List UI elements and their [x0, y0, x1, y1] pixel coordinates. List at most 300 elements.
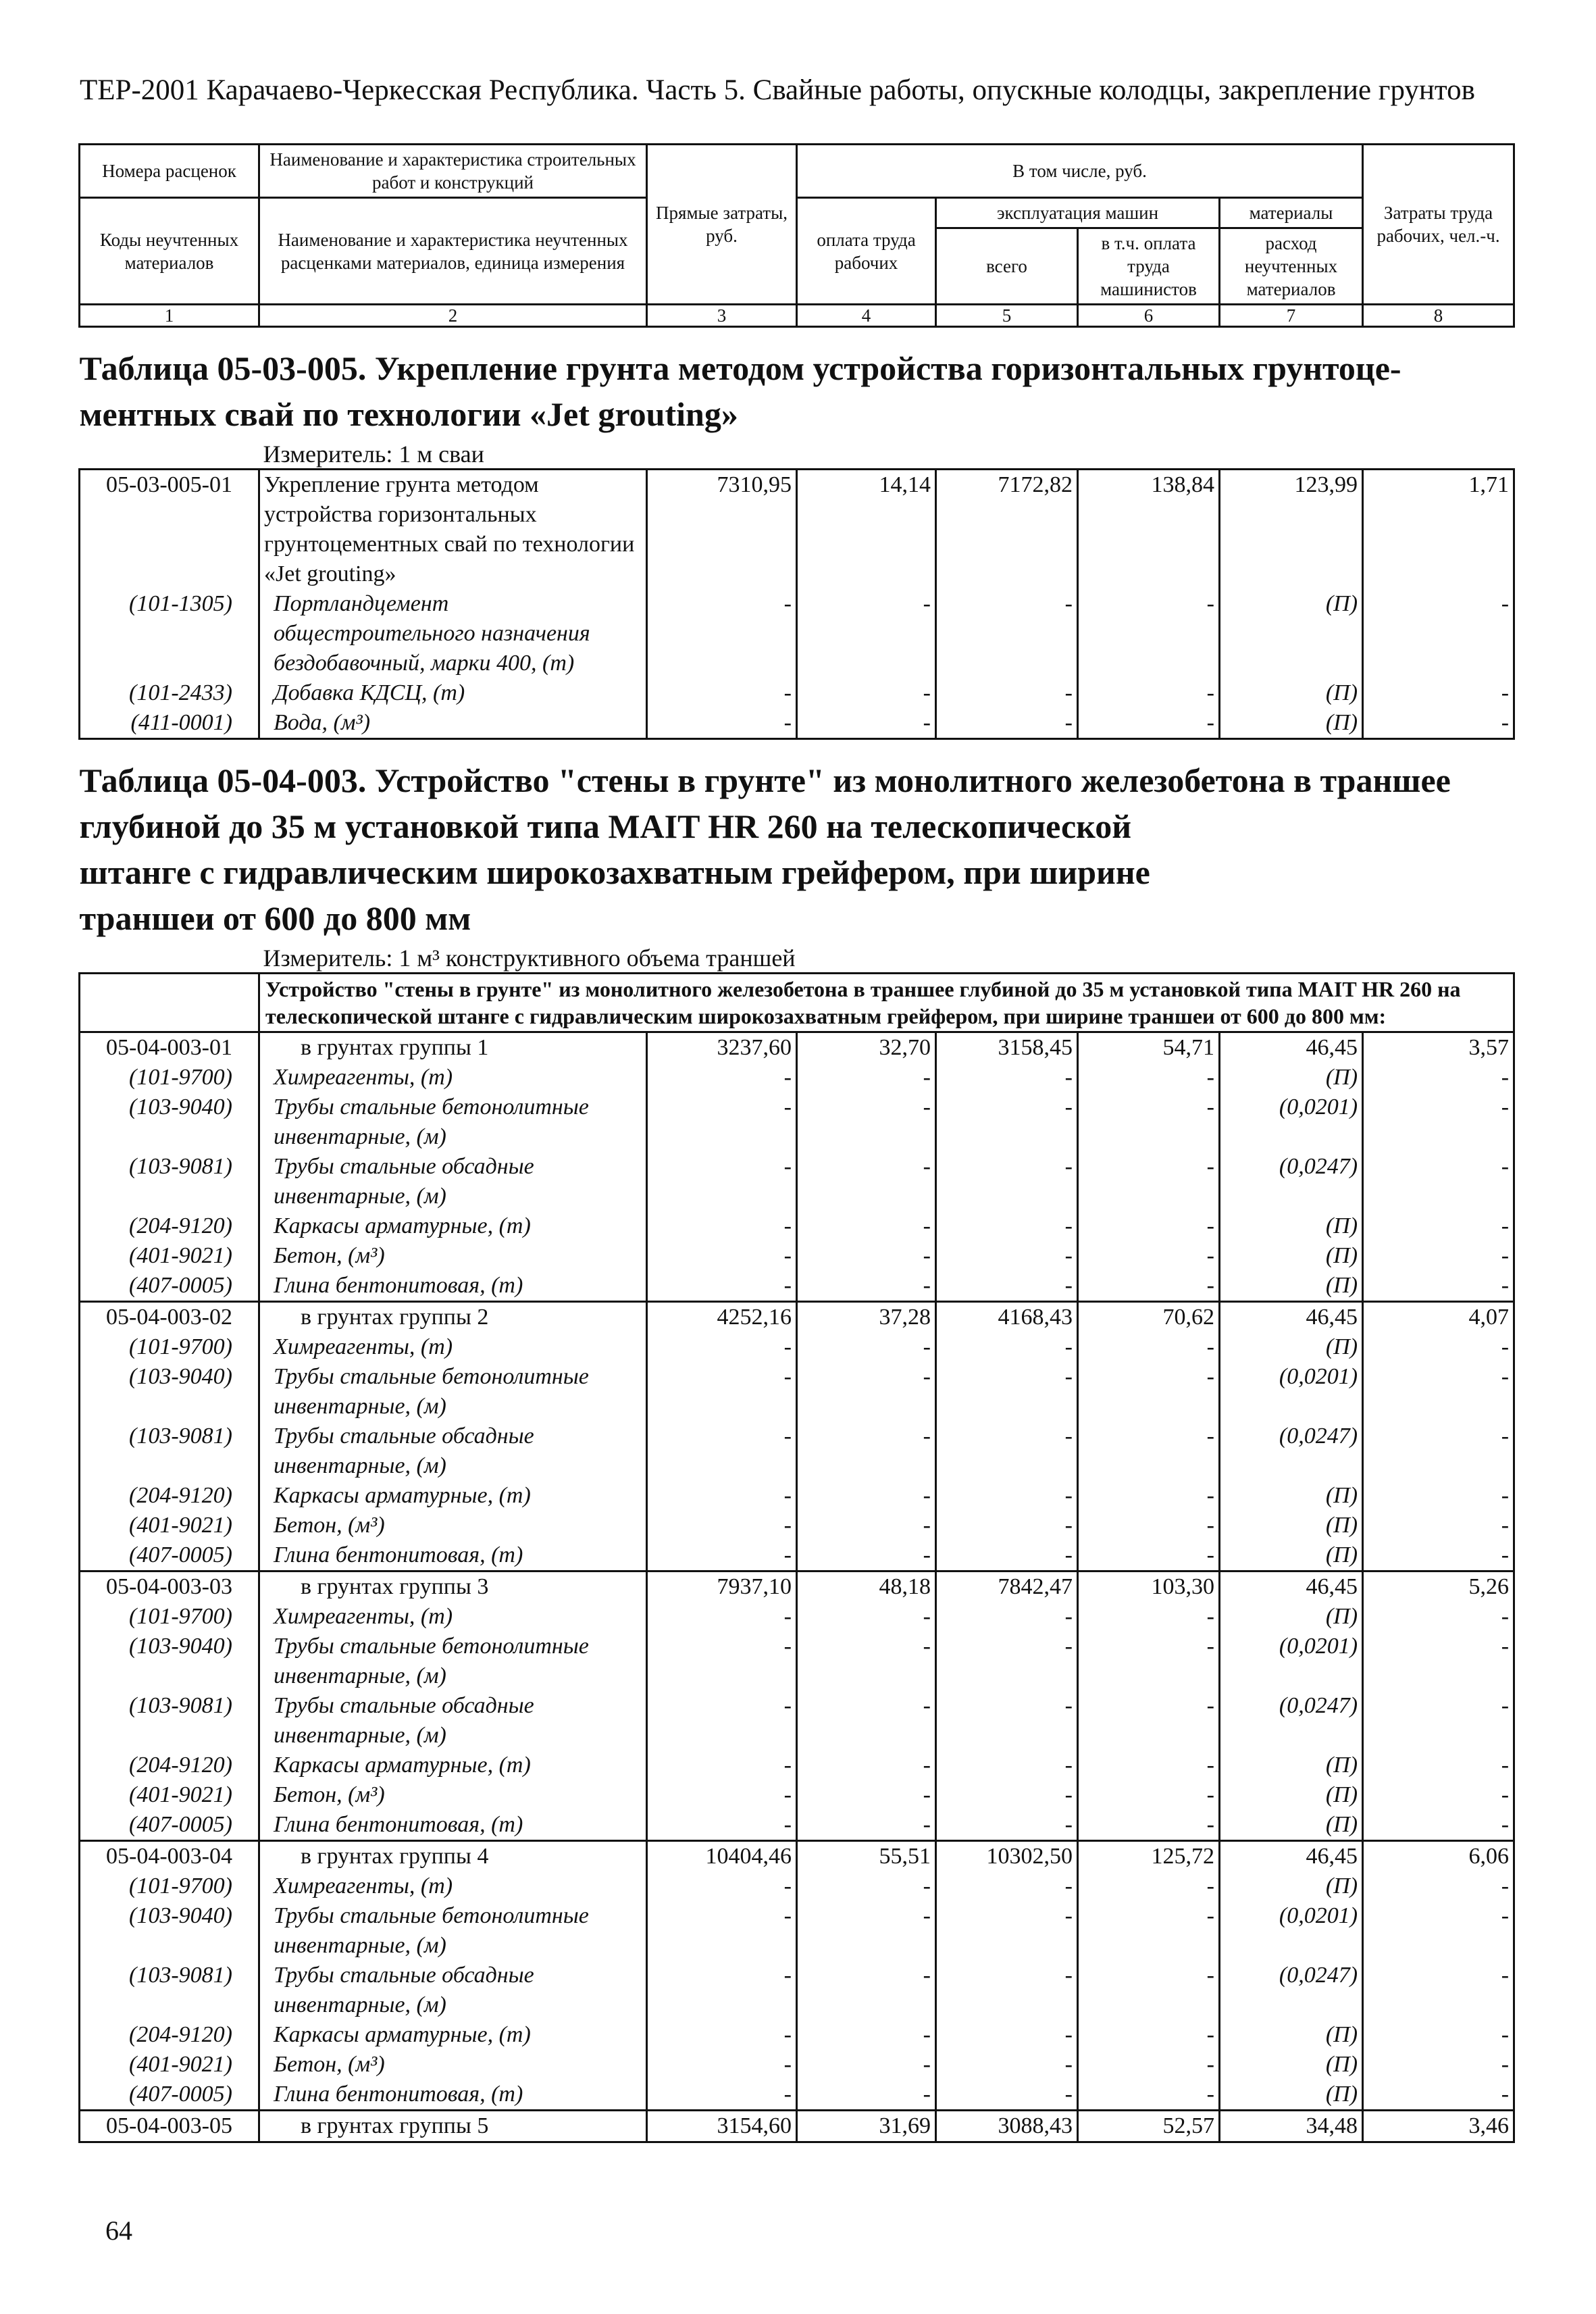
material-code: (101-9700) — [80, 1332, 259, 1362]
table-row — [80, 756, 1514, 802]
cell-machinists: - — [1078, 1810, 1220, 1841]
material-code: (103-9081) — [80, 1691, 259, 1751]
header-machine-operation: эксплуатация машин — [936, 198, 1220, 228]
material-name: Бетон, (м³) — [259, 1780, 647, 1810]
cell-hours: - — [1363, 1602, 1514, 1632]
material-name: Каркасы арматурные, (т) — [259, 1751, 647, 1780]
cell-labor: - — [797, 1602, 936, 1632]
table-row — [80, 1302, 1514, 1333]
cell-machines: - — [936, 2080, 1078, 2111]
table-title: ментных свай по технологии «Jet grouting» — [79, 395, 738, 433]
cell-hours: - — [1363, 2050, 1514, 2080]
header-materials: материалы — [1220, 198, 1363, 228]
material-name: Химреагенты, (т) — [259, 1332, 647, 1362]
rate-code: 05-04-003-04 — [80, 1841, 259, 1872]
cell-materials: 123,99 — [1220, 470, 1363, 590]
rate-name: в грунтах группы 4 — [259, 1841, 647, 1872]
header-rate-numbers: Номера расценок — [80, 145, 259, 198]
cell-materials: (П) — [1220, 1511, 1363, 1540]
cell-materials: (П) — [1220, 2050, 1363, 2080]
header-labor-costs: Затраты труда рабочих, чел.-ч. — [1363, 145, 1514, 305]
cell-machinists: 125,72 — [1078, 1841, 1220, 1872]
table-row — [80, 2080, 1514, 2111]
cell-materials: (П) — [1220, 1602, 1363, 1632]
cell-hours: - — [1363, 1632, 1514, 1691]
table-row — [80, 940, 1514, 974]
cell-materials: (П) — [1220, 589, 1363, 678]
table-row — [80, 708, 1514, 739]
table-header — [80, 145, 1514, 327]
cell-machinists: - — [1078, 1211, 1220, 1241]
table-row — [80, 1780, 1514, 1810]
cell-direct: - — [647, 1632, 797, 1691]
cell-labor: - — [797, 1332, 936, 1362]
cell-direct: - — [647, 1871, 797, 1901]
cell-machinists: - — [1078, 1063, 1220, 1092]
header-including: В том числе, руб. — [797, 145, 1363, 198]
cell-machinists: - — [1078, 1691, 1220, 1751]
cell-direct: - — [647, 1961, 797, 2020]
table-row — [80, 1571, 1514, 1603]
table-measure: Измеритель: 1 м³ конструктивного объема траншей — [80, 940, 1514, 974]
rate-name: Укрепление грунта методом устройства горизонтальных грунтоцементных свай по технологии «Jet grouting» — [259, 470, 647, 590]
cell-labor: - — [797, 1422, 936, 1481]
cell-materials: (П) — [1220, 1481, 1363, 1511]
cell-direct: - — [647, 1810, 797, 1841]
material-code: (103-9081) — [80, 1961, 259, 2020]
table-row — [80, 1810, 1514, 1841]
rate-code: (101-2433) — [80, 678, 259, 708]
material-code: (401-9021) — [80, 1780, 259, 1810]
cell-machines: - — [936, 1481, 1078, 1511]
header-direct-costs: Прямые затраты, руб. — [647, 145, 797, 305]
cell-direct: - — [647, 1422, 797, 1481]
cell-labor: - — [797, 2050, 936, 2080]
material-name: Глина бентонитовая, (т) — [259, 2080, 647, 2111]
material-name: Трубы стальные обсадные инвентарные, (м) — [259, 1422, 647, 1481]
norms-table — [78, 143, 1515, 2143]
header-unaccounted-codes: Коды неучтенных материалов — [80, 198, 259, 305]
table-row — [80, 344, 1514, 390]
material-code: (401-9021) — [80, 1511, 259, 1540]
table-row — [80, 848, 1514, 894]
rate-name: Портландцемент общестроительного назначения бездобавочный, марки 400, (т) — [259, 589, 647, 678]
cell-machines: 3088,43 — [936, 2111, 1078, 2142]
material-name: Бетон, (м³) — [259, 1241, 647, 1271]
material-name: Трубы стальные обсадные инвентарные, (м) — [259, 1691, 647, 1751]
cell-materials: (П) — [1220, 1241, 1363, 1271]
cell-machines: - — [936, 1602, 1078, 1632]
cell-machinists: - — [1078, 1602, 1220, 1632]
cell-machinists: 52,57 — [1078, 2111, 1220, 2142]
table-row — [80, 1271, 1514, 1302]
table-title: траншеи от 600 до 800 мм — [79, 899, 471, 937]
column-number: 8 — [1363, 305, 1514, 327]
cell-materials: (П) — [1220, 1810, 1363, 1841]
cell-machinists: - — [1078, 1901, 1220, 1961]
table-row — [80, 1602, 1514, 1632]
table-row — [80, 2050, 1514, 2080]
cell-direct: - — [647, 1780, 797, 1810]
rate-name: Добавка КДСЦ, (т) — [259, 678, 647, 708]
rate-name: в грунтах группы 1 — [259, 1032, 647, 1063]
cell-machines: - — [936, 1092, 1078, 1152]
cell-hours: - — [1363, 1271, 1514, 1302]
cell-machinists: - — [1078, 1632, 1220, 1691]
cell-hours: - — [1363, 1810, 1514, 1841]
cell-direct: 4252,16 — [647, 1302, 797, 1333]
cell-hours: - — [1363, 1901, 1514, 1961]
cell-labor: - — [797, 1063, 936, 1092]
cell-materials: (0,0201) — [1220, 1901, 1363, 1961]
table-row — [80, 1751, 1514, 1780]
cell-labor: 32,70 — [797, 1032, 936, 1063]
cell-machines: - — [936, 2050, 1078, 2080]
cell-hours: - — [1363, 1540, 1514, 1571]
table-row — [80, 802, 1514, 848]
rate-code: 05-04-003-03 — [80, 1571, 259, 1603]
cell-machines: - — [936, 1241, 1078, 1271]
cell-machinists: - — [1078, 1241, 1220, 1271]
column-number: 4 — [797, 305, 936, 327]
section-gap — [80, 739, 1514, 757]
cell-materials: 46,45 — [1220, 1571, 1363, 1603]
table-row — [80, 1481, 1514, 1511]
cell-direct: - — [647, 1211, 797, 1241]
cell-hours: - — [1363, 1362, 1514, 1422]
material-code: (103-9040) — [80, 1901, 259, 1961]
cell-labor: - — [797, 1241, 936, 1271]
table-row — [80, 1211, 1514, 1241]
cell-machines: - — [936, 678, 1078, 708]
material-name: Бетон, (м³) — [259, 2050, 647, 2080]
rate-name: в грунтах группы 3 — [259, 1571, 647, 1603]
cell-labor: - — [797, 1211, 936, 1241]
cell-machinists: 54,71 — [1078, 1032, 1220, 1063]
rate-name: в грунтах группы 2 — [259, 1302, 647, 1333]
cell-hours: - — [1363, 1152, 1514, 1211]
cell-materials: (0,0201) — [1220, 1092, 1363, 1152]
cell-machinists: - — [1078, 2080, 1220, 2111]
cell-labor: - — [797, 1481, 936, 1511]
cell-direct: - — [647, 1241, 797, 1271]
cell-machines: - — [936, 1871, 1078, 1901]
material-code: (407-0005) — [80, 1810, 259, 1841]
table-measure: Измеритель: 1 м сваи — [80, 436, 1514, 470]
cell-hours: - — [1363, 1241, 1514, 1271]
table-row — [80, 470, 1514, 590]
cell-machines: - — [936, 1152, 1078, 1211]
cell-direct: - — [647, 2080, 797, 2111]
cell-hours: - — [1363, 708, 1514, 739]
rate-code: 05-04-003-05 — [80, 2111, 259, 2142]
column-number: 5 — [936, 305, 1078, 327]
material-name: Трубы стальные бетонолитные инвентарные, (м) — [259, 1362, 647, 1422]
cell-materials: (П) — [1220, 2080, 1363, 2111]
cell-direct: - — [647, 1602, 797, 1632]
cell-machines: - — [936, 1540, 1078, 1571]
cell-hours: - — [1363, 1511, 1514, 1540]
cell-machines: - — [936, 1362, 1078, 1422]
cell-machinists: - — [1078, 1961, 1220, 2020]
cell-materials: (П) — [1220, 1332, 1363, 1362]
rate-code: (101-1305) — [80, 589, 259, 678]
cell-machines: - — [936, 1901, 1078, 1961]
table-row — [80, 1152, 1514, 1211]
material-name: Трубы стальные бетонолитные инвентарные, (м) — [259, 1901, 647, 1961]
cell-direct: 3154,60 — [647, 2111, 797, 2142]
cell-machines: - — [936, 1691, 1078, 1751]
column-number: 6 — [1078, 305, 1220, 327]
page-header: ТЕР-2001 Карачаево-Черкесская Республика. Часть 5. Свайные работы, опускные колодцы, закрепление грунтов — [80, 74, 1475, 106]
cell-machinists: - — [1078, 1271, 1220, 1302]
cell-direct: - — [647, 1691, 797, 1751]
cell-labor: - — [797, 1751, 936, 1780]
cell-hours: - — [1363, 1751, 1514, 1780]
cell-hours: - — [1363, 1780, 1514, 1810]
cell-machines: 3158,45 — [936, 1032, 1078, 1063]
table-row — [80, 974, 1514, 1032]
cell-materials: (П) — [1220, 1063, 1363, 1092]
cell-labor: 14,14 — [797, 470, 936, 590]
cell-machinists: - — [1078, 678, 1220, 708]
cell-materials: (П) — [1220, 1211, 1363, 1241]
table-row — [80, 678, 1514, 708]
cell-machines: - — [936, 589, 1078, 678]
column-number: 7 — [1220, 305, 1363, 327]
cell-materials: (П) — [1220, 1751, 1363, 1780]
table-row — [80, 2111, 1514, 2142]
material-code: (204-9120) — [80, 2020, 259, 2050]
cell-hours: 3,57 — [1363, 1032, 1514, 1063]
rate-code: 05-04-003-01 — [80, 1032, 259, 1063]
cell-machines: - — [936, 708, 1078, 739]
cell-hours: 1,71 — [1363, 470, 1514, 590]
table-row — [80, 327, 1514, 345]
table-row — [80, 1332, 1514, 1362]
cell-materials: (0,0247) — [1220, 1961, 1363, 2020]
cell-direct: - — [647, 1332, 797, 1362]
column-number: 1 — [80, 305, 259, 327]
cell-hours: - — [1363, 1063, 1514, 1092]
cell-machines: - — [936, 1632, 1078, 1691]
cell-machines: - — [936, 1422, 1078, 1481]
cell-direct: - — [647, 708, 797, 739]
cell-direct: 7310,95 — [647, 470, 797, 590]
table-row — [80, 1901, 1514, 1961]
cell-machines: - — [936, 1211, 1078, 1241]
cell-labor: - — [797, 1871, 936, 1901]
cell-labor: - — [797, 678, 936, 708]
group-label-blank — [80, 974, 259, 1032]
table-title: глубиной до 35 м установкой типа MAIT HR 260 на телескопической — [79, 807, 1132, 845]
table-row — [80, 894, 1514, 940]
cell-materials: (0,0247) — [1220, 1422, 1363, 1481]
cell-machinists: - — [1078, 708, 1220, 739]
material-name: Глина бентонитовая, (т) — [259, 1271, 647, 1302]
cell-machinists: - — [1078, 1511, 1220, 1540]
material-code: (204-9120) — [80, 1751, 259, 1780]
material-code: (103-9081) — [80, 1422, 259, 1481]
cell-hours: - — [1363, 1211, 1514, 1241]
rate-code: 05-04-003-02 — [80, 1302, 259, 1333]
material-code: (103-9040) — [80, 1092, 259, 1152]
cell-materials: (0,0247) — [1220, 1691, 1363, 1751]
cell-direct: - — [647, 2050, 797, 2080]
table-row — [80, 1961, 1514, 2020]
cell-labor: - — [797, 1271, 936, 1302]
table-row — [80, 1092, 1514, 1152]
cell-materials: (П) — [1220, 2020, 1363, 2050]
cell-direct: - — [647, 1152, 797, 1211]
header-material-consumption: расход неучтенных материалов — [1220, 228, 1363, 305]
cell-direct: - — [647, 1751, 797, 1780]
cell-direct: - — [647, 589, 797, 678]
rate-name: Вода, (м³) — [259, 708, 647, 739]
material-code: (407-0005) — [80, 1271, 259, 1302]
material-code: (101-9700) — [80, 1063, 259, 1092]
cell-direct: - — [647, 2020, 797, 2050]
cell-machines: - — [936, 1511, 1078, 1540]
material-code: (103-9040) — [80, 1632, 259, 1691]
table-title: штанге с гидравлическим широкозахватным грейфером, при ширине — [79, 853, 1150, 891]
cell-machinists: - — [1078, 1152, 1220, 1211]
material-code: (407-0005) — [80, 1540, 259, 1571]
cell-machinists: - — [1078, 1751, 1220, 1780]
material-name: Химреагенты, (т) — [259, 1602, 647, 1632]
cell-machinists: - — [1078, 1092, 1220, 1152]
table-row — [80, 390, 1514, 436]
cell-machinists: - — [1078, 1422, 1220, 1481]
material-name: Химреагенты, (т) — [259, 1871, 647, 1901]
cell-machinists: - — [1078, 2020, 1220, 2050]
material-code: (101-9700) — [80, 1871, 259, 1901]
cell-direct: 3237,60 — [647, 1032, 797, 1063]
cell-machines: - — [936, 1332, 1078, 1362]
cell-hours: - — [1363, 1481, 1514, 1511]
cell-direct: - — [647, 1901, 797, 1961]
cell-machines: - — [936, 1271, 1078, 1302]
cell-labor: - — [797, 1632, 936, 1691]
cell-materials: 46,45 — [1220, 1032, 1363, 1063]
cell-hours: 6,06 — [1363, 1841, 1514, 1872]
cell-materials: (0,0247) — [1220, 1152, 1363, 1211]
material-code: (204-9120) — [80, 1481, 259, 1511]
table-row — [80, 1691, 1514, 1751]
cell-direct: - — [647, 1481, 797, 1511]
cell-labor: - — [797, 1691, 936, 1751]
material-name: Трубы стальные бетонолитные инвентарные, (м) — [259, 1092, 647, 1152]
cell-labor: - — [797, 1540, 936, 1571]
cell-direct: - — [647, 1271, 797, 1302]
cell-machines: - — [936, 1810, 1078, 1841]
cell-direct: 10404,46 — [647, 1841, 797, 1872]
cell-machinists: 70,62 — [1078, 1302, 1220, 1333]
cell-hours: 3,46 — [1363, 2111, 1514, 2142]
cell-machinists: - — [1078, 1332, 1220, 1362]
material-name: Трубы стальные бетонолитные инвентарные, (м) — [259, 1632, 647, 1691]
cell-machines: 4168,43 — [936, 1302, 1078, 1333]
table-row — [80, 1422, 1514, 1481]
material-code: (103-9040) — [80, 1362, 259, 1422]
cell-hours: - — [1363, 1871, 1514, 1901]
cell-materials: (П) — [1220, 1540, 1363, 1571]
cell-hours: - — [1363, 589, 1514, 678]
table-row — [80, 589, 1514, 678]
material-code: (407-0005) — [80, 2080, 259, 2111]
cell-hours: - — [1363, 1422, 1514, 1481]
table-row — [80, 739, 1514, 757]
cell-hours: - — [1363, 2020, 1514, 2050]
cell-materials: (П) — [1220, 708, 1363, 739]
cell-materials: 46,45 — [1220, 1302, 1363, 1333]
cell-labor: - — [797, 1362, 936, 1422]
cell-labor: - — [797, 589, 936, 678]
cell-hours: - — [1363, 1092, 1514, 1152]
material-name: Каркасы арматурные, (т) — [259, 1481, 647, 1511]
cell-machines: 7842,47 — [936, 1571, 1078, 1603]
cell-hours: - — [1363, 678, 1514, 708]
material-code: (401-9021) — [80, 1241, 259, 1271]
cell-machinists: 138,84 — [1078, 470, 1220, 590]
page-number: 64 — [105, 2215, 132, 2246]
cell-machinists: - — [1078, 1871, 1220, 1901]
header-work-name: Наименование и характеристика строительных работ и конструкций — [259, 145, 647, 198]
cell-direct: - — [647, 678, 797, 708]
material-code: (204-9120) — [80, 1211, 259, 1241]
cell-materials: (0,0201) — [1220, 1362, 1363, 1422]
cell-machinists: - — [1078, 1780, 1220, 1810]
group-label: Устройство "стены в грунте" из монолитного железобетона в траншее глубиной до 35 м установкой типа MAIT HR 260 на телескопической штанге с гидравлическим широкозахватным грейфером, при ширине траншеи от 600 до 800 мм: — [259, 974, 1514, 1032]
rate-code: (411-0001) — [80, 708, 259, 739]
cell-direct: - — [647, 1511, 797, 1540]
cell-labor: - — [797, 1152, 936, 1211]
cell-machinists: - — [1078, 1362, 1220, 1422]
cell-hours: - — [1363, 1691, 1514, 1751]
material-code: (101-9700) — [80, 1602, 259, 1632]
header-unaccounted-names: Наименование и характеристика неучтенных расценками материалов, единица измерения — [259, 198, 647, 305]
cell-direct: - — [647, 1362, 797, 1422]
table-row — [80, 1632, 1514, 1691]
cell-machines: - — [936, 1961, 1078, 2020]
cell-machines: - — [936, 2020, 1078, 2050]
material-name: Глина бентонитовая, (т) — [259, 1540, 647, 1571]
table-title: Таблица 05-04-003. Устройство "стены в грунте" из монолитного железобетона в траншее — [79, 761, 1451, 799]
cell-labor: 55,51 — [797, 1841, 936, 1872]
cell-labor: 37,28 — [797, 1302, 936, 1333]
cell-hours: 5,26 — [1363, 1571, 1514, 1603]
material-name: Трубы стальные обсадные инвентарные, (м) — [259, 1961, 647, 2020]
cell-machines: 7172,82 — [936, 470, 1078, 590]
table-row — [80, 1511, 1514, 1540]
cell-machines: - — [936, 1063, 1078, 1092]
material-name: Каркасы арматурные, (т) — [259, 2020, 647, 2050]
cell-labor: - — [797, 1092, 936, 1152]
cell-machinists: - — [1078, 2050, 1220, 2080]
rate-name: в грунтах группы 5 — [259, 2111, 647, 2142]
cell-labor: - — [797, 2020, 936, 2050]
material-name: Каркасы арматурные, (т) — [259, 1211, 647, 1241]
cell-labor: - — [797, 1961, 936, 2020]
cell-hours: 4,07 — [1363, 1302, 1514, 1333]
header-machinist-pay: в т.ч. оплата труда машинистов — [1078, 228, 1220, 305]
table-row — [80, 1241, 1514, 1271]
cell-machines: - — [936, 1780, 1078, 1810]
cell-materials: 46,45 — [1220, 1841, 1363, 1872]
material-name: Трубы стальные обсадные инвентарные, (м) — [259, 1152, 647, 1211]
cell-machinists: 103,30 — [1078, 1571, 1220, 1603]
cell-direct: - — [647, 1063, 797, 1092]
